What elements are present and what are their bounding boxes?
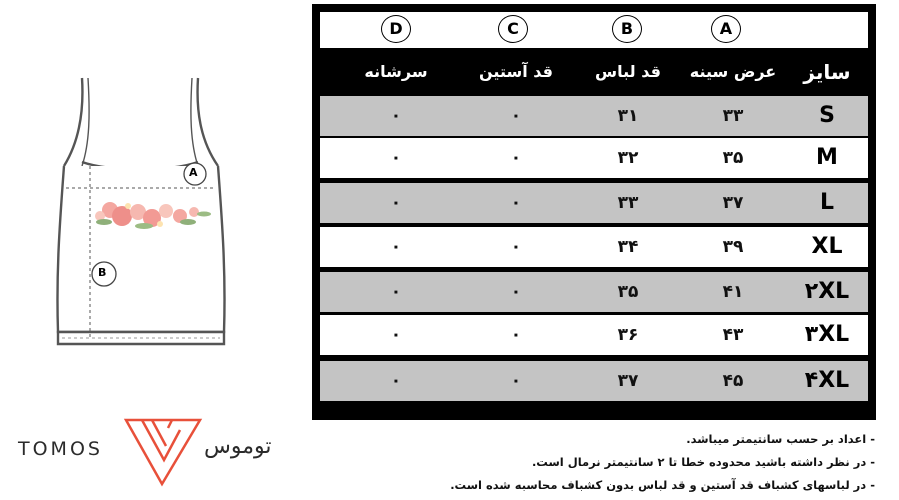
- cell-length: ۳۱: [617, 106, 639, 126]
- cell-size: M: [816, 145, 838, 170]
- table-row: [320, 315, 868, 355]
- table-row: [320, 361, 868, 401]
- cell-chest-width: ۴۳: [722, 325, 744, 345]
- cell-sleeve-length: ۰: [510, 148, 522, 168]
- brand-logo: [18, 412, 298, 492]
- cell-chest-width: ۳۹: [722, 237, 744, 257]
- letter-c: C: [498, 15, 528, 43]
- notes: [380, 428, 875, 497]
- cell-size: ۲XL: [804, 279, 850, 304]
- cell-sleeve-length: ۰: [510, 325, 522, 345]
- note-units: - اعداد بر حسب سانتیمتر میباشد.: [686, 432, 875, 446]
- cell-sleeve-length: ۰: [510, 237, 522, 257]
- header-shoulder: سرشانه: [364, 62, 428, 81]
- cell-length: ۳۶: [617, 325, 639, 345]
- cell-length: ۳۴: [617, 237, 639, 257]
- table-row: [320, 96, 868, 136]
- cell-length: ۳۲: [617, 148, 639, 168]
- cell-shoulder: ۰: [390, 106, 402, 126]
- cell-length: ۳۷: [617, 371, 639, 391]
- cell-shoulder: ۰: [390, 371, 402, 391]
- header-chest-width: عرض سینه: [689, 62, 777, 81]
- cell-size: ۴XL: [804, 368, 850, 393]
- logo-mark-icon: [122, 416, 204, 488]
- cell-chest-width: ۴۱: [722, 282, 744, 302]
- cell-size: XL: [811, 234, 843, 259]
- header-size: سایز: [803, 60, 851, 84]
- table-row: [320, 183, 868, 223]
- table-row: [320, 272, 868, 312]
- cell-size: ۳XL: [804, 322, 850, 347]
- note-tolerance: - در نظر داشته باشید محدوده خطا تا ۲ سانتیمتر نرمال است.: [531, 455, 875, 469]
- logo-text-fa: توموس: [204, 434, 272, 459]
- letter-a: A: [711, 15, 741, 43]
- size-table: [312, 4, 876, 420]
- cell-size: L: [819, 190, 835, 215]
- header-sleeve-length: قد آستین: [479, 62, 553, 81]
- table-header: [320, 48, 868, 96]
- cell-length: ۳۵: [617, 282, 639, 302]
- letter-b: B: [612, 15, 642, 43]
- cell-sleeve-length: ۰: [510, 106, 522, 126]
- table-row: [320, 227, 868, 267]
- cell-length: ۳۳: [617, 193, 639, 213]
- header-length: قد لباس: [595, 62, 661, 81]
- cell-shoulder: ۰: [390, 193, 402, 213]
- cell-size: S: [819, 103, 835, 128]
- cell-shoulder: ۰: [390, 325, 402, 345]
- cell-sleeve-length: ۰: [510, 193, 522, 213]
- garment-diagram: [40, 70, 260, 360]
- table-row: [320, 138, 868, 178]
- note-knit: - در لباسهای کشباف قد آستین و قد لباس بدون کشباف محاسبه شده است.: [450, 478, 875, 492]
- label-b: B: [98, 266, 107, 279]
- column-letters-row: [320, 12, 868, 48]
- cell-chest-width: ۳۳: [722, 106, 744, 126]
- cell-chest-width: ۴۵: [722, 371, 744, 391]
- cell-sleeve-length: ۰: [510, 282, 522, 302]
- cell-shoulder: ۰: [390, 237, 402, 257]
- cell-sleeve-length: ۰: [510, 371, 522, 391]
- cell-chest-width: ۳۷: [722, 193, 744, 213]
- letter-d: D: [381, 15, 411, 43]
- cell-shoulder: ۰: [390, 148, 402, 168]
- logo-text-en: TOMOS: [18, 438, 103, 460]
- cell-chest-width: ۳۵: [722, 148, 744, 168]
- label-a: A: [189, 166, 198, 179]
- cell-shoulder: ۰: [390, 282, 402, 302]
